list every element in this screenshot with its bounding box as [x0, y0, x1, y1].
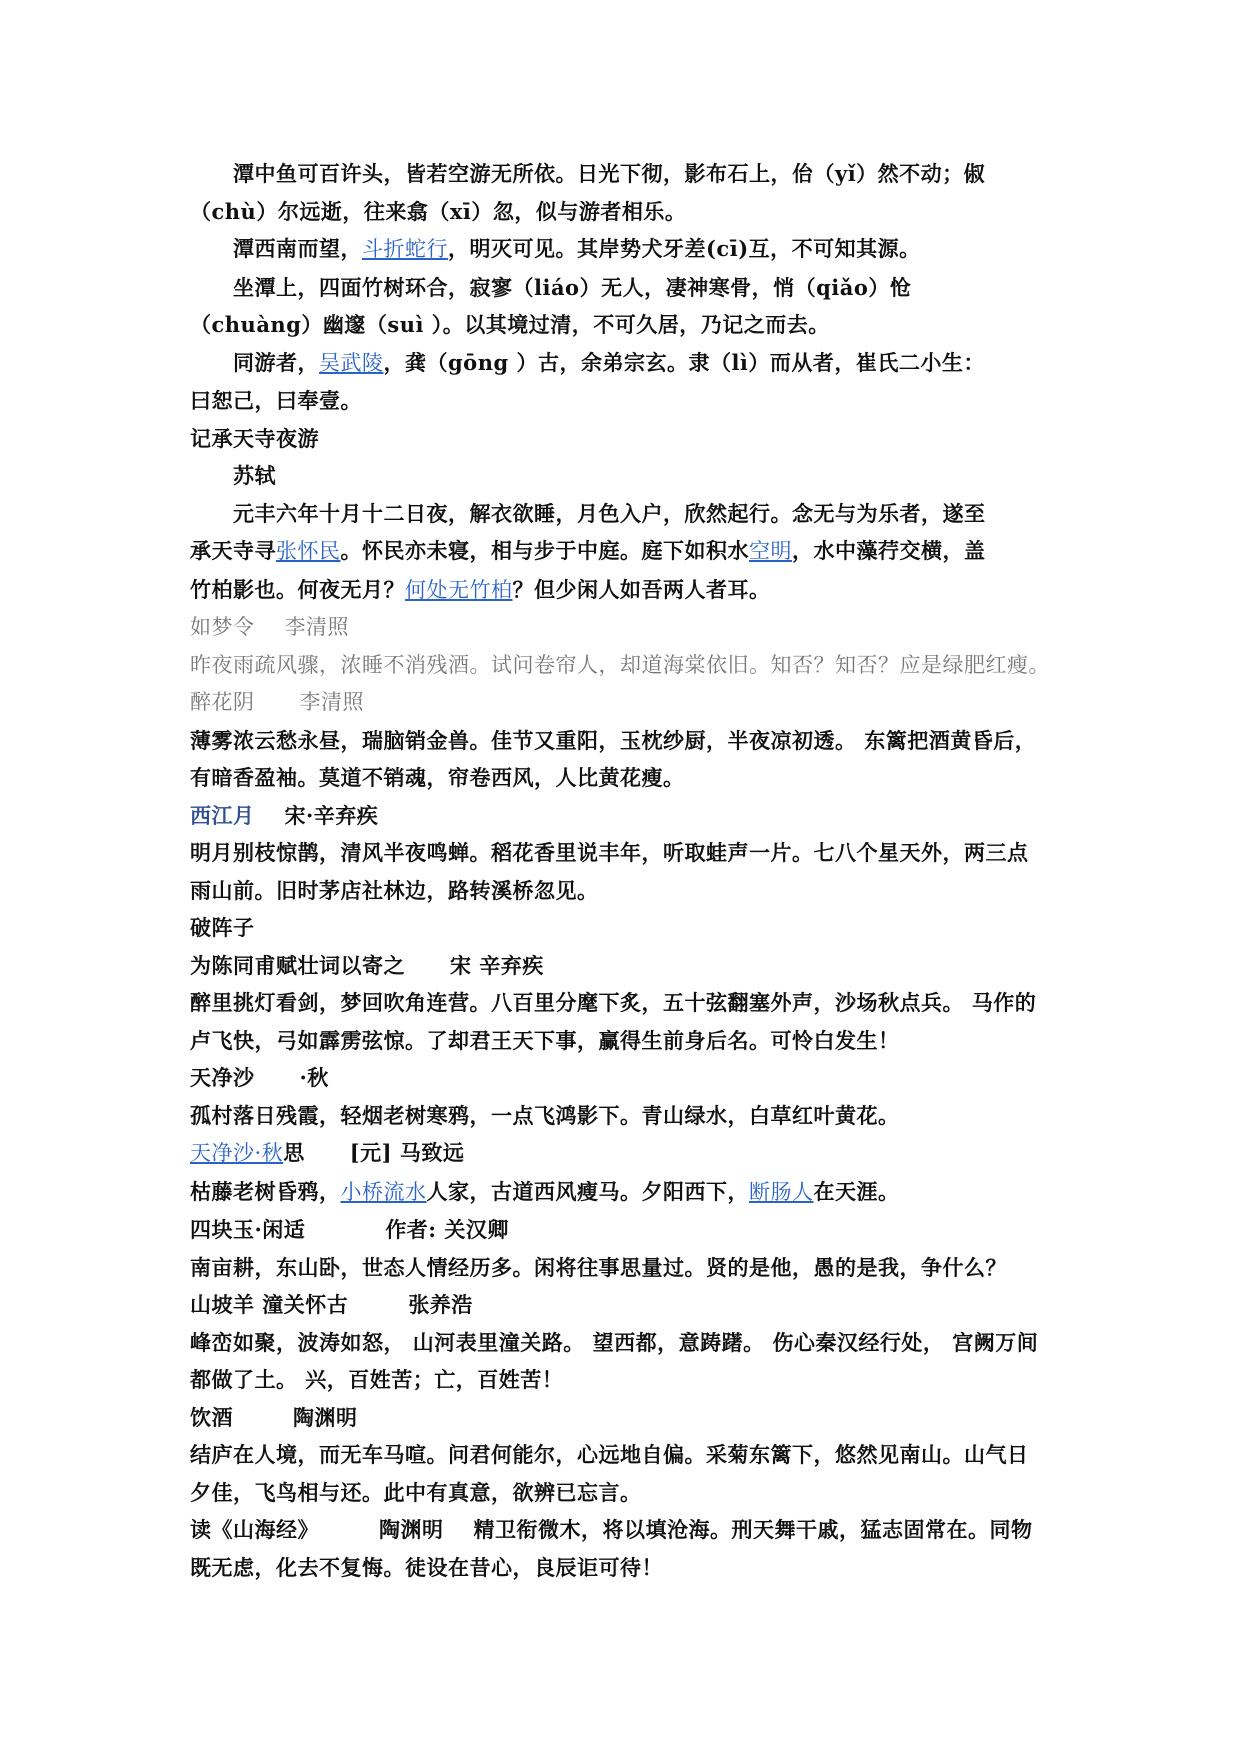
text-segment: 李清照	[299, 690, 364, 714]
text-segment: 枯藤老树昏鸦，	[190, 1178, 341, 1204]
text-segment: 有暗香盈袖。莫道不销魂，帘卷西风，人比黄花瘦。	[190, 765, 685, 790]
text-segment: 在天涯。	[813, 1178, 900, 1204]
hyperlink[interactable]: 何处无竹柏	[405, 577, 513, 602]
hyperlink[interactable]: 天净沙·秋	[190, 1141, 284, 1165]
text-segment: 作者: 关汉卿	[385, 1217, 509, 1242]
text-line	[190, 193, 1051, 231]
text-line	[190, 834, 1051, 872]
text-segment: 坐潭上，四面竹树环合，寂寥（liáo）无人，凄神寒骨，悄（qiǎo）怆	[233, 274, 912, 300]
text-segment: 夕佳，飞鸟相与还。此中有真意，欲辨已忘言。	[190, 1479, 642, 1505]
text-line	[190, 947, 1051, 985]
text-segment: 明月别枝惊鹊，清风半夜鸣蝉。稻花香里说丰年，听取蛙声一片。七八个星天外，两三点	[190, 840, 1029, 865]
text-segment: ？但少闲人如吾两人者耳。	[512, 576, 771, 602]
text-segment: 孤村落日残霞，轻烟老树寒鸦，一点飞鸿影下。青山绿水，白草红叶黄花。	[190, 1102, 900, 1128]
text-segment: ，水中藻荇交横，盖	[792, 538, 986, 563]
text-line	[190, 1097, 1051, 1135]
text-segment: 醉花阴	[190, 690, 255, 714]
hyperlink[interactable]: 断肠人	[749, 1179, 814, 1204]
text-line	[190, 1474, 1051, 1512]
text-segment: 既无虑，化去不复悔。徒设在昔心，良辰讵可待！	[190, 1554, 663, 1580]
text-line	[190, 909, 1051, 947]
text-segment: 陶渊明	[379, 1517, 444, 1542]
text-segment: 宋·辛弃疾	[284, 802, 379, 828]
text-line	[190, 1549, 1051, 1587]
text-segment: 昨夜雨疏风骤，浓睡不消残酒。试问卷帘人，却道海棠依旧。知否？知否？应是绿肥红瘦。	[190, 652, 1050, 677]
text-line	[190, 759, 1051, 797]
hyperlink[interactable]: 吴武陵	[319, 350, 384, 375]
text-segment: 四块玉·闲适	[190, 1217, 306, 1242]
text-line	[190, 647, 1051, 685]
text-line	[190, 1361, 1051, 1399]
text-line	[190, 1436, 1051, 1474]
text-line	[190, 1286, 1051, 1324]
text-line	[190, 230, 1051, 269]
text-segment: 读《山海经》	[190, 1517, 319, 1542]
text-line	[190, 984, 1051, 1022]
text-segment: 李清照	[284, 615, 349, 639]
text-segment: 南亩耕，东山卧，世态人情经历多。闲将往事思量过。贤的是他，愚的是我，争什么？	[190, 1254, 1007, 1280]
text-segment: 同游者，	[233, 349, 319, 375]
text-segment: 。怀民亦未寝，相与步于中庭。庭下如积水	[340, 538, 749, 563]
text-segment: 潭中鱼可百许头，皆若空游无所依。日光下彻，影布石上，佁（yǐ）然不动；俶	[233, 161, 986, 186]
hyperlink[interactable]: 小桥流水	[340, 1179, 427, 1204]
text-line	[190, 1022, 1051, 1060]
text-line	[190, 797, 1051, 835]
hyperlink[interactable]: 张怀民	[276, 539, 341, 563]
text-segment: 潭西南而望，	[233, 236, 362, 261]
hyperlink[interactable]: 空明	[749, 539, 792, 563]
text-segment: 元丰六年十月十二日夜，解衣欲睡，月色入户，欣然起行。念无与为乐者，遂至	[233, 500, 986, 526]
text-segment: ，明灭可见。其岸势犬牙差(cī)互，不可知其源。	[448, 236, 921, 261]
text-segment: 人家，古道西风瘦马。夕阳西下，	[426, 1178, 749, 1204]
text-segment: 竹柏影也。何夜无月？	[190, 576, 405, 602]
text-segment: 曰恕己，曰奉壹。	[190, 388, 362, 413]
text-segment: 醉里挑灯看剑，梦回吹角连营。八百里分麾下炙，五十弦翻塞外声，沙场秋点兵。 马作的	[190, 990, 1037, 1015]
text-line	[190, 420, 1051, 458]
text-segment: [元] 马致远	[349, 1140, 465, 1165]
text-segment: 宋 辛弃疾	[450, 952, 544, 978]
text-line	[190, 1173, 1051, 1212]
text-segment: 陶渊明	[293, 1404, 358, 1430]
text-line	[190, 1511, 1051, 1549]
text-segment: 破阵子	[190, 915, 255, 940]
text-segment: 雨山前。旧时茅店社林边，路转溪桥忽见。	[190, 877, 599, 903]
text-line	[190, 457, 1051, 495]
text-line	[190, 306, 1051, 344]
text-line	[190, 1059, 1051, 1097]
text-line	[190, 155, 1051, 193]
hyperlink[interactable]: 斗折蛇行	[362, 237, 448, 261]
text-segment: 山坡羊 潼关怀古	[190, 1292, 349, 1317]
text-segment: 天净沙	[190, 1065, 255, 1090]
text-line	[190, 722, 1051, 760]
text-line	[190, 571, 1051, 610]
text-segment: 卢飞快，弓如霹雳弦惊。了却君王天下事，赢得生前身后名。可怜白发生！	[190, 1027, 900, 1053]
text-segment: 结庐在人境，而无车马喧。问君何能尔，心远地自偏。采菊东篱下，悠然见南山。山气日	[190, 1442, 1029, 1467]
text-line	[190, 872, 1051, 910]
text-line	[190, 1324, 1051, 1362]
text-line	[190, 344, 1051, 383]
text-line	[190, 382, 1051, 420]
text-segment: 饮酒	[190, 1404, 233, 1430]
text-line	[190, 1249, 1051, 1287]
text-segment: 精卫衔微木，将以填沧海。刑天舞干戚，猛志固常在。同物	[473, 1517, 1033, 1542]
text-segment: 记承天寺夜游	[190, 425, 319, 451]
text-segment: 都做了土。 兴，百姓苦；亡，百姓苦！	[190, 1367, 564, 1392]
text-segment: 张养浩	[408, 1292, 473, 1317]
text-line	[190, 269, 1051, 307]
text-segment: 西江月	[190, 802, 255, 828]
text-segment: 如梦令	[190, 615, 255, 639]
text-line	[190, 532, 1051, 571]
text-line	[190, 684, 1051, 722]
text-segment: ，龚（gōng ）古，余弟宗玄。隶（lì）而从者，崔氏二小生：	[383, 349, 985, 375]
text-line	[190, 1134, 1051, 1173]
text-line	[190, 495, 1051, 533]
text-segment: （chuàng）幽邃（suì ）。以其境过清，不可久居，乃记之而去。	[190, 312, 830, 337]
text-segment: ·秋	[299, 1065, 329, 1090]
text-segment: 薄雾浓云愁永昼，瑞脑销金兽。佳节又重阳，玉枕纱厨，半夜凉初透。 东篱把酒黄昏后，	[190, 727, 1037, 753]
text-segment: （chù）尔远逝，往来翕（xī）忽，似与游者相乐。	[190, 198, 687, 224]
text-segment: 苏轼	[233, 463, 276, 488]
text-line	[190, 1211, 1051, 1249]
text-line	[190, 609, 1051, 647]
text-line	[190, 1399, 1051, 1437]
text-segment: 思	[283, 1140, 305, 1165]
text-segment: 承天寺寻	[190, 538, 276, 563]
text-segment: 为陈同甫赋壮词以寄之	[190, 952, 405, 978]
text-segment: 峰峦如聚，波涛如怒， 山河表里潼关路。 望西都，意踌躇。 伤心秦汉经行处， 宫阙万间	[190, 1329, 1039, 1355]
